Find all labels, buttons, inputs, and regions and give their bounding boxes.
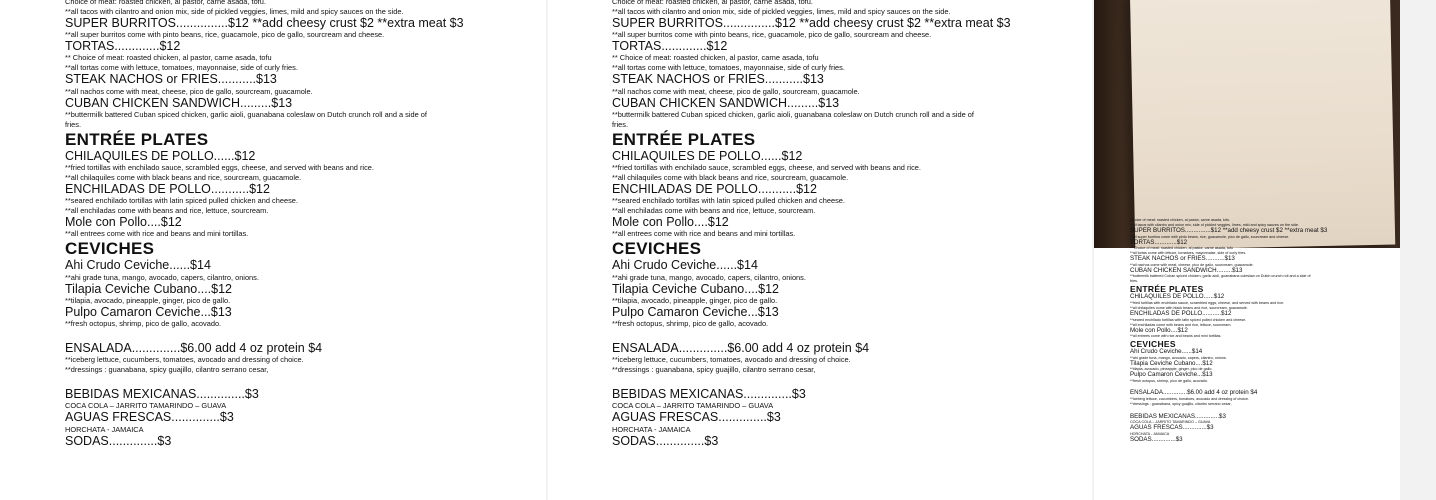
- menu-description: **all tortas come with lettuce, tomatoes, mayonnaise, side of curly fries.: [1130, 251, 1247, 256]
- menu-item-line: ENCHILADAS DE POLLO...........$12: [612, 182, 817, 197]
- menu-item-line: SODAS..............$3: [612, 433, 719, 448]
- menu-item-line: AGUAS FRESCAS..............$3: [1130, 424, 1214, 432]
- menu-description: **dressings : guanabana, spicy guajillo, cilantro serrano cesar,: [612, 365, 816, 375]
- menu-item-line: Pulpo Camaron Ceviche...$13: [1130, 371, 1213, 379]
- menu-description: Choice of meat: roasted chicken, al pastor, carne asada, tofu.: [65, 0, 266, 6]
- menu-description: **seared enchilado tortillas with latin spiced pulled chicken and cheese.: [1130, 317, 1247, 322]
- photo-background: [1094, 0, 1134, 248]
- menu-description: **ahi grade tuna, mango, avocado, capers, cilantro, onions.: [612, 272, 806, 282]
- menu-item-line: SODAS..............$3: [1130, 435, 1183, 443]
- section-heading: CEVICHES: [1130, 339, 1176, 350]
- menu-description: **all nachos come with meat, cheese, pico de gallo, sourcream, guacamole.: [65, 86, 313, 96]
- menu-item-line: CHILAQUILES DE POLLO......$12: [1130, 293, 1225, 301]
- section-heading: ENTRÉE PLATES: [65, 129, 209, 149]
- menu-description: **all chilaquiles come with black beans and rice, sourcream, guacamole.: [65, 173, 302, 183]
- menu-item-line: TORTAS.............$12: [1130, 238, 1188, 246]
- menu-description: **all enchiladas come with beans and rice, lettuce, sourcream.: [65, 206, 269, 216]
- menu-description: COCA COLA – JARRITO TAMARINDO – GUAVA: [1130, 420, 1211, 425]
- menu-description: **all entrees come with rice and beans and mini tortillas.: [65, 229, 249, 239]
- menu-description: **all chilaquiles come with black beans and rice, sourcream, guacamole.: [612, 173, 849, 183]
- menu-description: **fresh octopus, shrimp, pico de gallo, acovado.: [612, 319, 769, 329]
- menu-item-line: BEBIDAS MEXICANAS..............$3: [65, 387, 259, 402]
- menu-description: **dressings : guanabana, spicy guajillo, cilantro serrano cesar,: [65, 365, 269, 375]
- menu-description: Choice of meat: roasted chicken, al pastor, carne asada, tofu.: [1130, 218, 1231, 222]
- menu-item-line: Mole con Pollo....$12: [65, 215, 182, 230]
- menu-description: **ahi grade tuna, mango, avocado, capers, cilantro, onions.: [65, 272, 259, 282]
- menu-description: **all enchiladas come with beans and rice, lettuce, sourcream.: [1130, 322, 1232, 327]
- menu-item-line: CHILAQUILES DE POLLO......$12: [65, 148, 256, 163]
- menu-description: **all super burritos come with pinto beans, rice, guacamole, pico de gallo, sourcream and cheese.: [612, 30, 932, 40]
- menu-item-line: ENCHILADAS DE POLLO...........$12: [1130, 309, 1232, 317]
- menu-description: **iceberg lettuce, cucumbers, tomatoes, avocado and dressing of choice.: [1130, 397, 1250, 402]
- paper-menu-sheet: [1130, 0, 1395, 250]
- menu-item-line: CHILAQUILES DE POLLO......$12: [612, 148, 803, 163]
- menu-item-line: AGUAS FRESCAS..............$3: [65, 410, 234, 425]
- menu-description: **tilapia, avocado, pineapple, ginger, pico de gallo.: [65, 295, 231, 305]
- menu-description: **all chilaquiles come with black beans and rice, sourcream, guacamole.: [1130, 305, 1248, 310]
- menu-item-line: Mole con Pollo....$12: [612, 215, 729, 230]
- menu-description: **all entrees come with rice and beans and mini tortillas.: [612, 229, 796, 239]
- menu-description: **buttermilk battered Cuban spiced chicken, garlic aioli, guanabana coleslaw on Dutch crunch roll and a side of: [612, 109, 974, 119]
- menu-description: **all enchiladas come with beans and rice, lettuce, sourcream.: [612, 206, 816, 216]
- menu-item-line: SODAS..............$3: [65, 433, 172, 448]
- menu-document-middle: [548, 0, 1092, 500]
- menu-description: **tilapia, avocado, pineapple, ginger, pico de gallo.: [1130, 367, 1213, 372]
- menu-description: **all entrees come with rice and beans and mini tortillas.: [1130, 334, 1222, 339]
- menu-document-thumbnail: [1094, 218, 1400, 500]
- menu-description: **fried tortillas with enchilado sauce, scrambled eggs, cheese, and served with beans and rice.: [612, 163, 921, 173]
- menu-description: **buttermilk battered Cuban spiced chicken, garlic aioli, guanabana coleslaw on Dutch crunch roll and a side of: [1130, 274, 1311, 279]
- menu-description: **iceberg lettuce, cucumbers, tomatoes, avocado and dressing of choice.: [612, 355, 851, 365]
- menu-item-line: Ahi Crudo Ceviche......$14: [1130, 348, 1203, 356]
- menu-item-line: ENSALADA..............$6.00 add 4 oz protein $4: [65, 341, 323, 356]
- menu-item-line: ENSALADA..............$6.00 add 4 oz protein $4: [1130, 389, 1258, 397]
- menu-item-line: Tilapia Ceviche Cubano....$12: [612, 281, 779, 296]
- menu-item-line: Ahi Crudo Ceviche......$14: [65, 258, 211, 273]
- section-heading: CEVICHES: [65, 239, 155, 259]
- menu-item-line: Tilapia Ceviche Cubano....$12: [65, 281, 232, 296]
- menu-item-line: STEAK NACHOS or FRIES...........$13: [612, 72, 824, 87]
- menu-text-block: [548, 0, 1156, 448]
- menu-description: **all tortas come with lettuce, tomatoes, mayonnaise, side of curly fries.: [65, 63, 298, 73]
- menu-photo: [1094, 0, 1400, 248]
- menu-item-line: Pulpo Camaron Ceviche...$13: [65, 304, 232, 319]
- menu-item-line: SUPER BURRITOS...............$12 **add cheesy crust $2 **extra meat $3: [65, 16, 464, 30]
- section-heading: ENTRÉE PLATES: [1130, 284, 1204, 295]
- menu-item-line: TORTAS.............$12: [65, 39, 181, 54]
- menu-document-left: [0, 0, 546, 500]
- menu-text-block: [1094, 218, 1436, 443]
- menu-item-line: AGUAS FRESCAS..............$3: [612, 410, 781, 425]
- menu-description: HORCHATA - JAMAICA: [612, 424, 691, 434]
- menu-item-line: CUBAN CHICKEN SANDWICH.........$13: [612, 95, 840, 110]
- menu-item-line: SUPER BURRITOS...............$12 **add cheesy crust $2 **extra meat $3: [612, 16, 1011, 30]
- menu-description: **all tacos with cilantro and onion mix, side of pickled veggies, limes, mild and spicy sauces on the side.: [1130, 223, 1299, 227]
- menu-description: HORCHATA - JAMAICA: [65, 424, 144, 434]
- menu-description: **fried tortillas with enchilado sauce, scrambled eggs, cheese, and served with beans and rice.: [1130, 300, 1285, 305]
- menu-description: **tilapia, avocado, pineapple, ginger, pico de gallo.: [612, 295, 778, 305]
- menu-description: fries.: [1130, 279, 1138, 284]
- menu-description: COCA COLA – JARRITO TAMARINDO – GUAVA: [612, 401, 774, 411]
- menu-description: **buttermilk battered Cuban spiced chicken, garlic aioli, guanabana coleslaw on Dutch crunch roll and a side of: [65, 109, 427, 119]
- menu-description: **fried tortillas with enchilado sauce, scrambled eggs, cheese, and served with beans and rice.: [65, 163, 374, 173]
- menu-description: **all tacos with cilantro and onion mix, side of pickled veggies, limes, mild and spicy sauces on the side.: [612, 7, 951, 16]
- menu-item-line: ENSALADA..............$6.00 add 4 oz protein $4: [612, 341, 870, 356]
- menu-description: **fresh octopus, shrimp, pico de gallo, acovado.: [65, 319, 222, 329]
- menu-description: ** Choice of meat: roasted chicken, al pastor, carne asada, tofu: [1130, 246, 1234, 251]
- menu-item-line: Tilapia Ceviche Cubano....$12: [1130, 359, 1213, 367]
- menu-description: **all nachos come with meat, cheese, pico de gallo, sourcream, guacamole.: [612, 86, 860, 96]
- menu-description: Choice of meat: roasted chicken, al pastor, carne asada, tofu.: [612, 0, 813, 6]
- menu-item-line: BEBIDAS MEXICANAS..............$3: [1130, 412, 1226, 420]
- menu-description: **dressings : guanabana, spicy guajillo, cilantro serrano cesar,: [1130, 402, 1232, 407]
- section-heading: ENTRÉE PLATES: [612, 129, 756, 149]
- menu-description: **all super burritos come with pinto beans, rice, guacamole, pico de gallo, sourcream and cheese.: [65, 30, 385, 40]
- menu-item-line: Mole con Pollo....$12: [1130, 326, 1188, 334]
- section-heading: CEVICHES: [612, 239, 702, 259]
- menu-item-line: CUBAN CHICKEN SANDWICH.........$13: [65, 95, 293, 110]
- menu-description: **seared enchilado tortillas with latin spiced pulled chicken and cheese.: [65, 196, 298, 206]
- menu-description: **iceberg lettuce, cucumbers, tomatoes, avocado and dressing of choice.: [65, 355, 304, 365]
- menu-item-line: ENCHILADAS DE POLLO...........$12: [65, 182, 270, 197]
- menu-item-line: STEAK NACHOS or FRIES...........$13: [65, 72, 277, 87]
- menu-description: **all super burritos come with pinto beans, rice, guacamole, pico de gallo, sourcream and cheese.: [1130, 234, 1290, 239]
- menu-description: **ahi grade tuna, mango, avocado, capers, cilantro, onions.: [1130, 355, 1227, 360]
- menu-description: **seared enchilado tortillas with latin spiced pulled chicken and cheese.: [612, 196, 845, 206]
- menu-description: **all tortas come with lettuce, tomatoes, mayonnaise, side of curly fries.: [612, 63, 845, 73]
- menu-item-line: BEBIDAS MEXICANAS..............$3: [612, 387, 806, 402]
- menu-description: fries.: [612, 119, 629, 129]
- menu-item-line: Pulpo Camaron Ceviche...$13: [612, 304, 779, 319]
- menu-item-line: SUPER BURRITOS...............$12 **add cheesy crust $2 **extra meat $3: [1130, 227, 1328, 234]
- menu-description: **all nachos come with meat, cheese, pico de gallo, sourcream, guacamole.: [1130, 262, 1254, 267]
- menu-item-line: STEAK NACHOS or FRIES...........$13: [1130, 255, 1235, 263]
- menu-description: fries.: [65, 119, 82, 129]
- menu-text-block: [0, 0, 611, 448]
- menu-description: HORCHATA - JAMAICA: [1130, 431, 1170, 436]
- menu-description: ** Choice of meat: roasted chicken, al pastor, carne asada, tofu: [65, 53, 272, 63]
- menu-item-line: CUBAN CHICKEN SANDWICH.........$13: [1130, 266, 1243, 274]
- menu-description: **all tacos with cilantro and onion mix, side of pickled veggies, limes, mild and spicy sauces on the side.: [65, 7, 404, 16]
- menu-description: **fresh octopus, shrimp, pico de gallo, acovado.: [1130, 378, 1208, 383]
- menu-description: COCA COLA – JARRITO TAMARINDO – GUAVA: [65, 401, 227, 411]
- menu-item-line: Ahi Crudo Ceviche......$14: [612, 258, 758, 273]
- menu-description: ** Choice of meat: roasted chicken, al pastor, carne asada, tofu: [612, 53, 819, 63]
- menu-item-line: TORTAS.............$12: [612, 39, 728, 54]
